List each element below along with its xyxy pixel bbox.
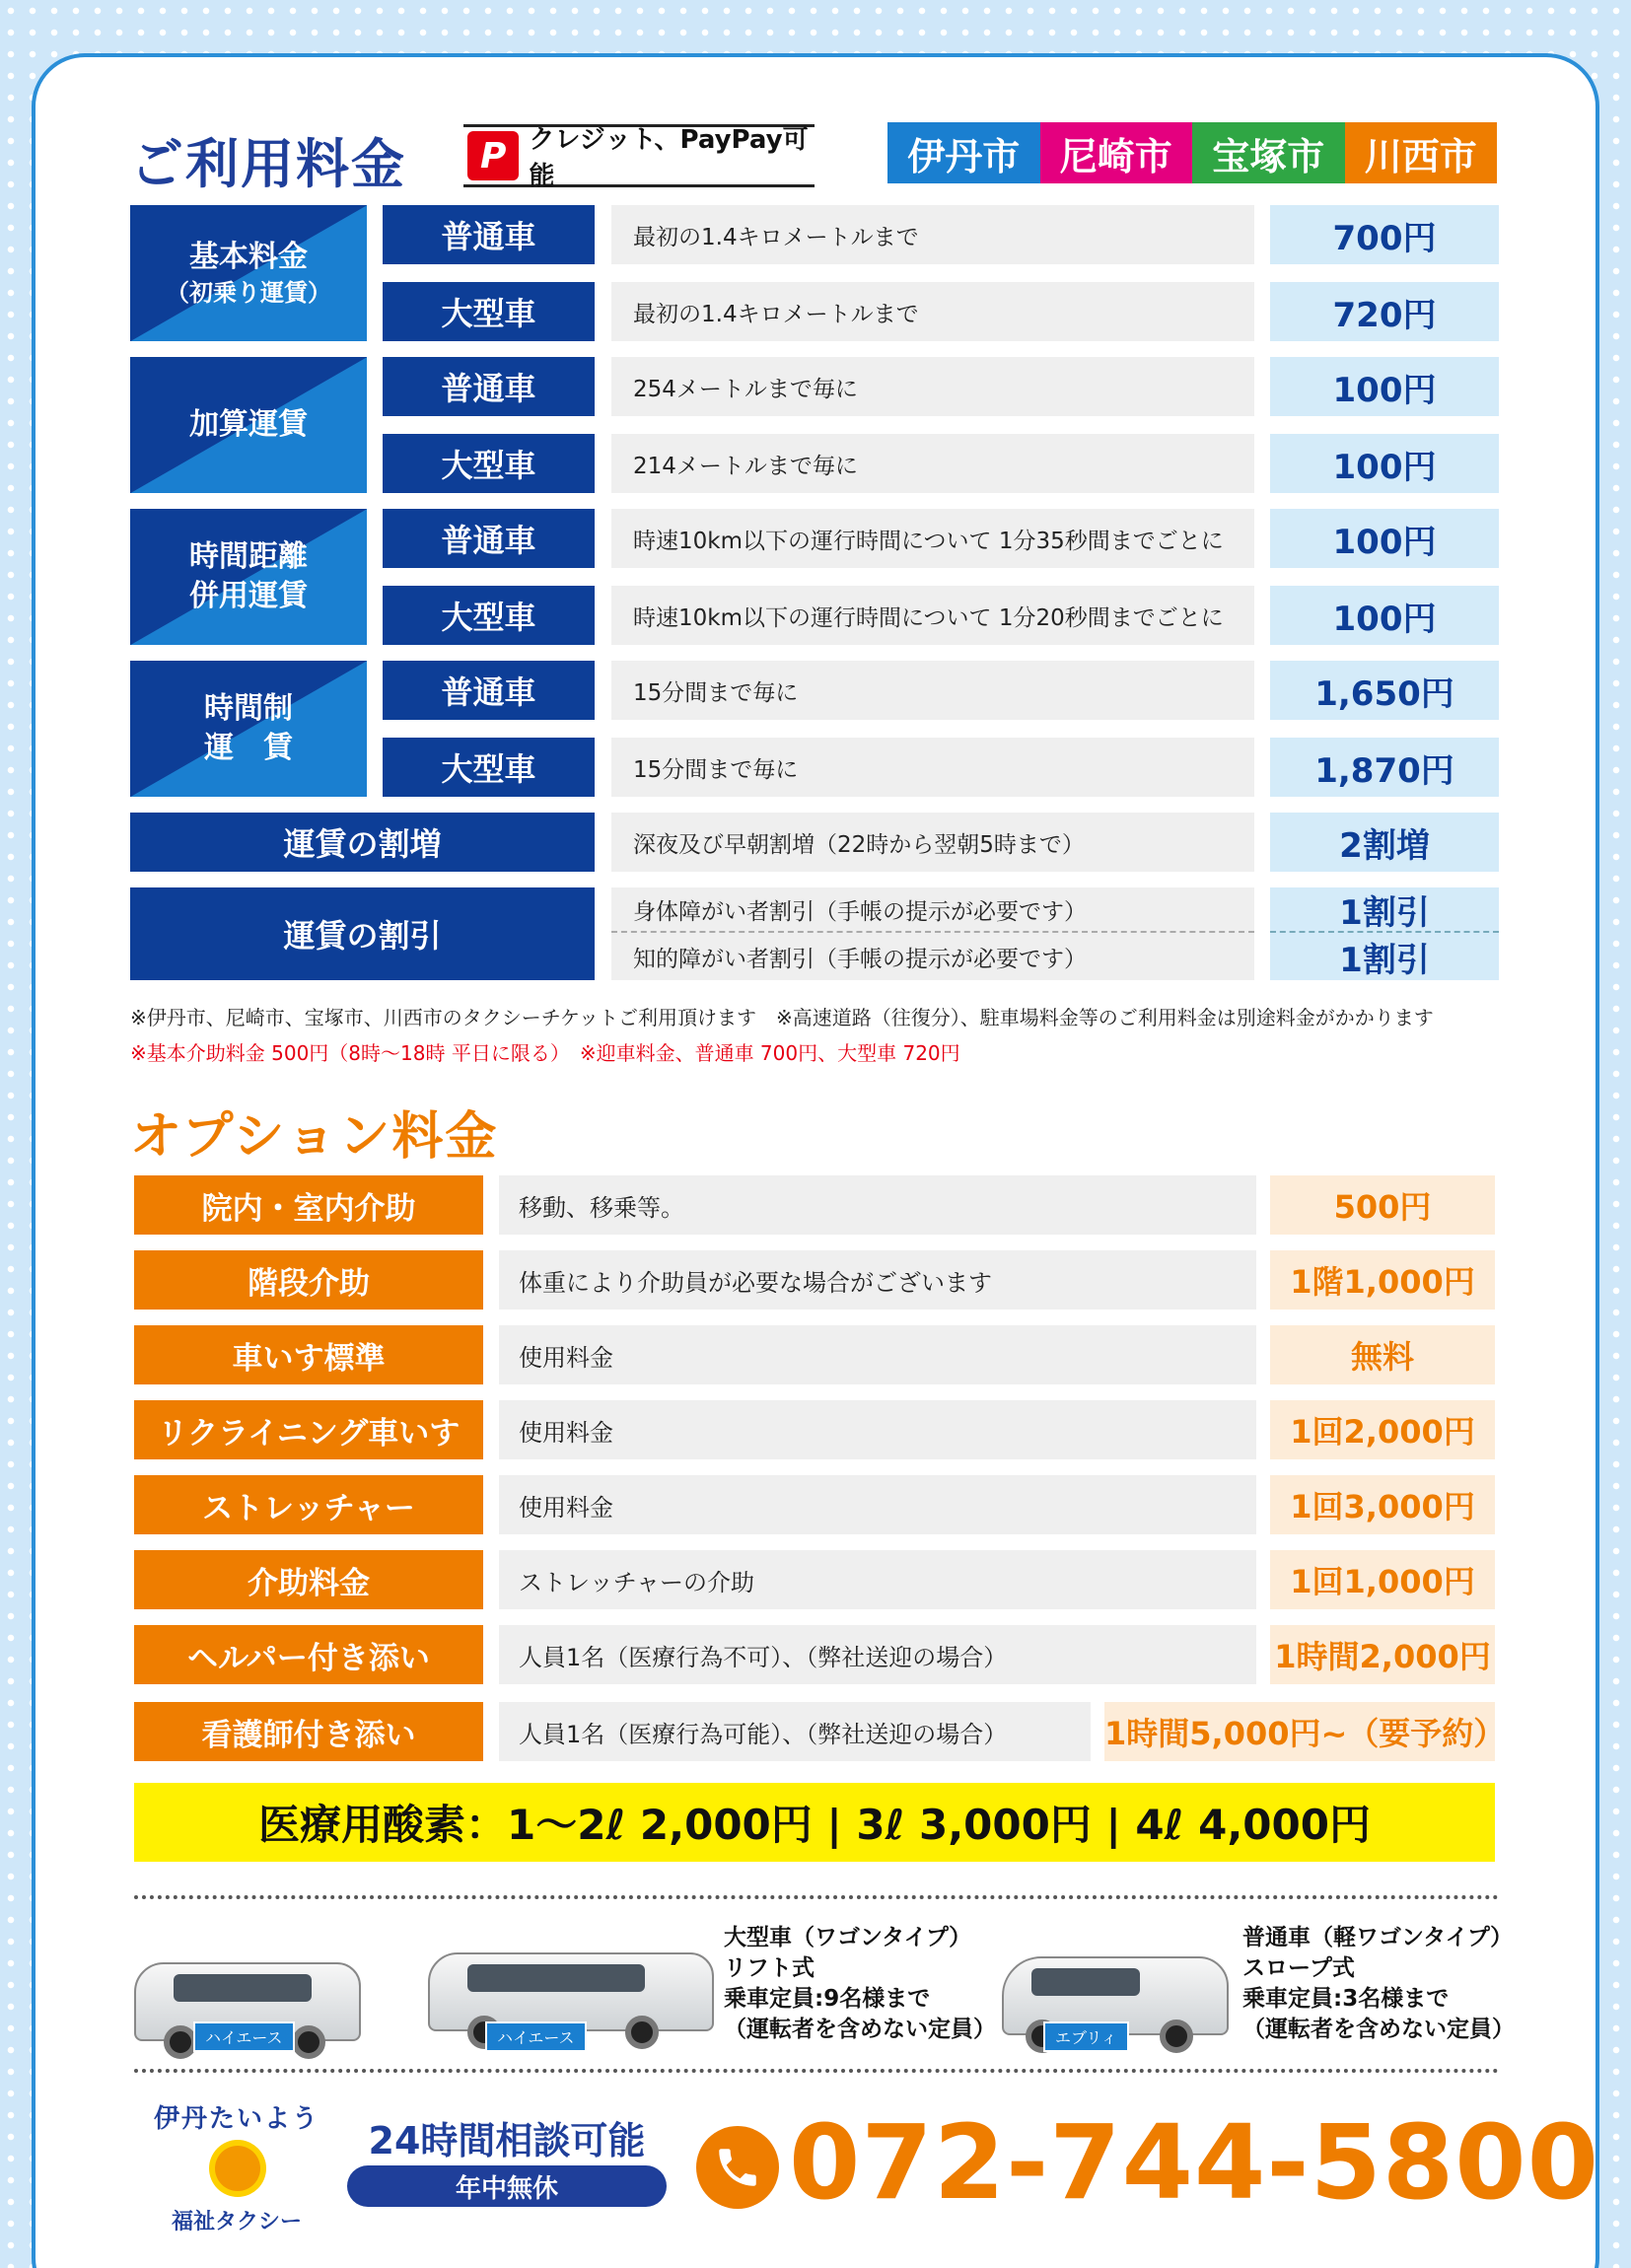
open-all-year-badge: 年中無休 [347,2165,667,2207]
hiace-tag-1: ハイエース [193,2021,295,2052]
timebased-normal-vehicle: 普通車 [383,661,595,720]
normal-vehicle-slope: スロープ式 [1242,1955,1355,1981]
discount-intellectual-desc: 知的障がい者割引（手帳の提示が必要です） [611,933,1254,980]
logo-service-name: 福祉タクシー [171,2210,302,2234]
basic-large-vehicle: 大型車 [383,282,595,341]
large-vehicle-info [724,1923,996,2045]
additional-normal-price: 100円 [1270,357,1499,416]
divider-top [134,1895,1499,1899]
hiace-tag-2: ハイエース [485,2021,587,2052]
normal-vehicle-capacity: 乗車定員:3名様まで [1242,1986,1450,2012]
option-label-stairs: 階段介助 [134,1250,483,1310]
option-price-helper: 1時間2,000円 [1270,1625,1495,1684]
basic-fare-label-text: 基本料金 [189,239,308,274]
option-desc-nurse: 人員1名（医療行為可能）、（弊社送迎の場合） [499,1702,1091,1761]
timebased-label-1: 時間制 [204,690,293,726]
surcharge-desc: 深夜及び早朝割増（22時から翌朝5時まで） [611,813,1254,872]
additional-normal-desc: 254メートルまで毎に [611,357,1254,416]
option-desc-assist-fee: ストレッチャーの介助 [499,1550,1256,1609]
basic-normal-vehicle: 普通車 [383,205,595,264]
large-vehicle-capacity: 乗車定員:9名様まで [724,1986,931,2012]
city-amagasaki: 尼崎市 [1040,122,1193,183]
timedist-normal-vehicle: 普通車 [383,509,595,568]
payment-text: クレジット、PayPay可能 [529,125,809,191]
option-desc-helper: 人員1名（医療行為不可）、（弊社送迎の場合） [499,1625,1256,1684]
timebased-fare-label [130,661,367,797]
option-price-stairs: 1階1,000円 [1270,1250,1495,1310]
discount-label: 運賃の割引 [130,887,595,980]
option-price-stretcher: 1回3,000円 [1270,1475,1495,1534]
phone-number[interactable]: 072-744-5800 [789,2102,1599,2223]
basic-large-desc: 最初の1.4キロメートルまで [611,282,1254,341]
timebased-large-price: 1,870円 [1270,738,1499,797]
large-vehicle-lift: リフト式 [724,1955,815,1981]
basic-fare-label [130,205,367,341]
discount-physical-price: 1割引 [1270,887,1499,933]
option-label-reclining: リクライニング車いす [134,1400,483,1459]
option-label-stretcher: ストレッチャー [134,1475,483,1534]
city-itami: 伊丹市 [887,122,1040,183]
option-title: オプション料金 [130,1107,499,1167]
timebased-large-vehicle: 大型車 [383,738,595,797]
city-kawanishi: 川西市 [1345,122,1498,183]
discount-physical-desc: 身体障がい者割引（手帳の提示が必要です） [611,887,1254,933]
every-tag: エブリィ [1043,2021,1129,2052]
medical-oxygen-banner: 医療用酸素：1～2ℓ 2,000円 | 3ℓ 3,000円 | 4ℓ 4,000円 [134,1783,1495,1862]
basic-normal-price: 700円 [1270,205,1499,264]
option-label-nurse: 看護師付き添い [134,1702,483,1761]
option-price-nurse: 1時間5,000円~（要予約） [1104,1702,1495,1761]
large-vehicle-capacity-note: （運転者を含めない定員） [724,2017,996,2042]
surcharge-price: 2割増 [1270,813,1499,872]
option-label-wheelchair: 車いす標準 [134,1325,483,1384]
consult-24h: 24時間相談可能 [368,2119,646,2162]
paypay-logo-icon: P [467,131,519,180]
additional-fare-label: 加算運賃 [130,357,367,493]
option-price-in-hospital: 500円 [1270,1175,1495,1235]
timebased-normal-price: 1,650円 [1270,661,1499,720]
option-desc-wheelchair: 使用料金 [499,1325,1256,1384]
fare-title: ご利用料金 [130,133,406,195]
large-vehicle-type: 大型車（ワゴンタイプ） [724,1925,972,1950]
timebased-large-desc: 15分間まで毎に [611,738,1254,797]
timedist-fare-label [130,509,367,645]
additional-large-price: 100円 [1270,434,1499,493]
timedist-normal-desc: 時速10km以下の運行時間について 1分35秒間までごとに [611,509,1254,568]
additional-large-desc: 214メートルまで毎に [611,434,1254,493]
phone-icon [696,2126,779,2209]
option-label-assist-fee: 介助料金 [134,1550,483,1609]
note-basic-assist: ※基本介助料金 500円（8時～18時 平日に限る） ※迎車料金、普通車 700円、大型車 720円 [130,1041,960,1065]
surcharge-label: 運賃の割増 [130,813,595,872]
basic-fare-sub: （初乗り運賃） [166,279,331,308]
option-label-helper: ヘルパー付き添い [134,1625,483,1684]
logo-company-name: 伊丹たいよう [153,2104,319,2134]
timedist-label-2: 併用運賃 [189,579,308,613]
normal-vehicle-info [1242,1923,1515,2045]
timedist-normal-price: 100円 [1270,509,1499,568]
timebased-normal-desc: 15分間まで毎に [611,661,1254,720]
normal-vehicle-type: 普通車（軽ワゴンタイプ） [1242,1925,1514,1950]
option-desc-in-hospital: 移動、移乗等。 [499,1175,1256,1235]
sun-icon [215,2146,260,2191]
option-price-reclining: 1回2,000円 [1270,1400,1495,1459]
additional-normal-vehicle: 普通車 [383,357,595,416]
timedist-large-vehicle: 大型車 [383,586,595,645]
timedist-large-price: 100円 [1270,586,1499,645]
option-desc-stairs: 体重により介助員が必要な場合がございます [499,1250,1256,1310]
option-price-assist-fee: 1回1,000円 [1270,1550,1495,1609]
option-desc-stretcher: 使用料金 [499,1475,1256,1534]
divider-bottom [134,2069,1499,2073]
city-takarazuka: 宝塚市 [1192,122,1345,183]
timedist-label-1: 時間距離 [189,538,308,574]
basic-large-price: 720円 [1270,282,1499,341]
option-desc-reclining: 使用料金 [499,1400,1256,1459]
normal-vehicle-capacity-note: （運転者を含めない定員） [1242,2017,1515,2042]
discount-intellectual-price: 1割引 [1270,933,1499,980]
service-cities [887,122,1497,183]
timebased-label-2: 運 賃 [204,731,293,765]
note-tickets: ※伊丹市、尼崎市、宝塚市、川西市のタクシーチケットご利用頂けます ※高速道路（往復分）、駐車場料金等のご利用料金は別途料金がかかります [130,1006,1434,1029]
payment-methods [463,124,815,191]
timedist-large-desc: 時速10km以下の運行時間について 1分20秒間までごとに [611,586,1254,645]
option-price-wheelchair: 無料 [1270,1325,1495,1384]
company-logo [138,2098,335,2236]
option-label-in-hospital: 院内・室内介助 [134,1175,483,1235]
additional-large-vehicle: 大型車 [383,434,595,493]
basic-normal-desc: 最初の1.4キロメートルまで [611,205,1254,264]
